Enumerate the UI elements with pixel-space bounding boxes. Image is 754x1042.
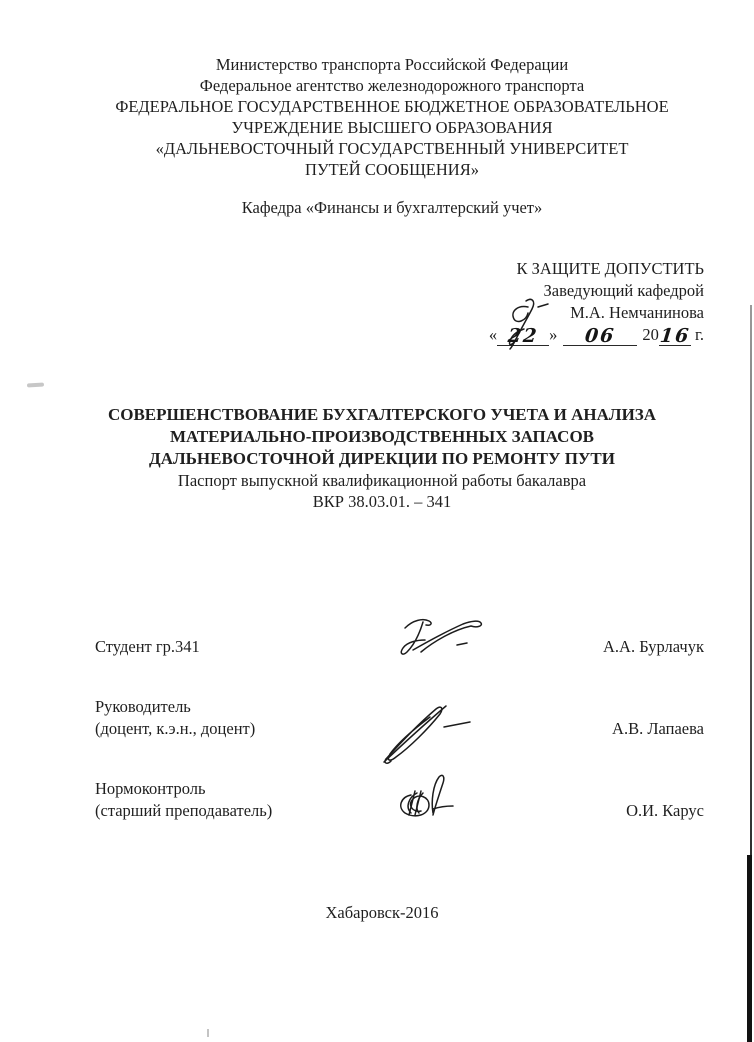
org-line-agency: Федеральное агентство железнодорожного транспорта [199, 76, 585, 95]
student-name: А.А. Бурлачук [602, 637, 704, 656]
supervisor-role-line1: Руководитель [95, 697, 191, 716]
supervisor-signature-image [378, 700, 476, 766]
supervisor-role-label [95, 696, 255, 740]
org-line-institution-1: ФЕДЕРАЛЬНОЕ ГОСУДАРСТВЕННОЕ БЮДЖЕТНОЕ ОБРАЗОВАТЕЛЬНОЕ [115, 97, 669, 116]
signature-row-supervisor [0, 696, 754, 776]
date-day-handwritten: 22 [506, 325, 540, 347]
signature-row-normcontrol [0, 778, 754, 848]
scan-edge-line-thin [750, 305, 752, 857]
organization-header [30, 54, 754, 180]
date-quote-open: « [488, 325, 498, 344]
org-line-institution-2: УЧРЕЖДЕНИЕ ВЫСШЕГО ОБРАЗОВАНИЯ [231, 118, 553, 137]
student-role-label: Студент гр.341 [95, 637, 200, 656]
approval-name-row [489, 302, 704, 324]
date-quote-close: » [549, 325, 558, 344]
signature-row-student [0, 636, 754, 696]
org-line-university-2: ПУТЕЙ СООБЩЕНИЯ» [305, 160, 479, 179]
scan-edge-line-thick [747, 855, 752, 1042]
date-month-blank [563, 326, 637, 346]
normcontrol-name: О.И. Карус [626, 801, 704, 820]
org-line-university-1: «ДАЛЬНЕВОСТОЧНЫЙ ГОСУДАРСТВЕННЫЙ УНИВЕРСИТЕТ [155, 139, 629, 158]
thesis-code: ВКР 38.03.01. – 341 [312, 492, 452, 511]
thesis-title-block [10, 404, 754, 512]
approval-position: Заведующий кафедрой [543, 281, 704, 300]
normcontrol-signature-image [393, 772, 458, 820]
supervisor-role-line2: (доцент, к.э.н., доцент) [95, 719, 256, 738]
thesis-title-line-3: ДАЛЬНЕВОСТОЧНОЙ ДИРЕКЦИИ ПО РЕМОНТУ ПУТИ [149, 449, 615, 468]
thesis-title-line-2: МАТЕРИАЛЬНО-ПРОИЗВОДСТВЕННЫХ ЗАПАСОВ [169, 427, 595, 446]
normcontrol-role-line2: (старший преподаватель) [95, 801, 273, 820]
approval-block [489, 258, 704, 346]
thesis-subtitle: Паспорт выпускной квалификационной работы бакалавра [177, 471, 587, 490]
city-year-line: Хабаровск-2016 [325, 903, 439, 922]
date-year-handwritten: 16 [658, 325, 692, 347]
student-signature-image [393, 614, 488, 662]
thesis-title-line-1: СОВЕРШЕНСТВОВАНИЕ БУХГАЛТЕРСКОГО УЧЕТА И АНАЛИЗА [107, 405, 657, 424]
date-century: 20 [642, 325, 659, 344]
date-suffix: г. [694, 325, 704, 344]
approval-heading: К ЗАЩИТЕ ДОПУСТИТЬ [516, 259, 704, 278]
scan-smudge-artifact [27, 383, 44, 388]
scan-tick-artifact [207, 1029, 209, 1037]
approval-date-row [489, 324, 704, 346]
date-month-handwritten: 06 [583, 325, 617, 347]
supervisor-name: А.В. Лапаева [612, 719, 704, 738]
normcontrol-role-label [95, 778, 272, 822]
normcontrol-role-line1: Нормоконтроль [95, 779, 206, 798]
approval-name: М.А. Немчанинова [570, 303, 704, 322]
date-year-blank [659, 326, 691, 346]
department-line: Кафедра «Финансы и бухгалтерский учет» [241, 198, 543, 217]
org-line-ministry: Министерство транспорта Российской Федерации [215, 55, 569, 74]
